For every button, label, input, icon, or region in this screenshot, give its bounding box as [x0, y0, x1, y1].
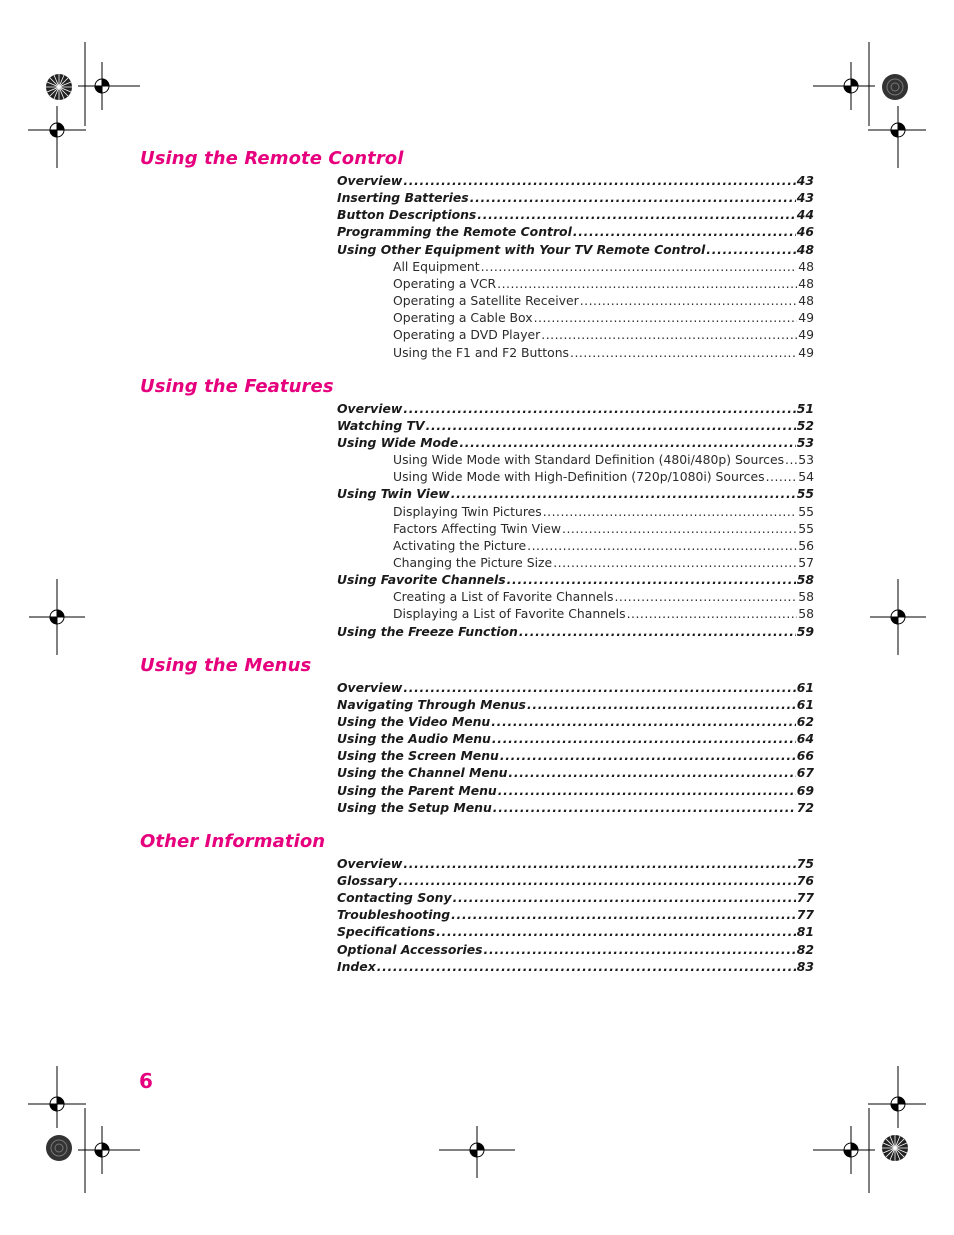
dot-leader	[498, 782, 796, 799]
toc-page-number: 49	[798, 345, 814, 360]
dot-leader	[573, 223, 796, 240]
dot-leader	[706, 241, 795, 258]
toc-entry-label: Using the Channel Menu	[337, 765, 508, 780]
dot-leader	[527, 537, 797, 554]
dot-leader	[534, 309, 798, 326]
toc-entry-label: Creating a List of Favorite Channels	[393, 589, 614, 604]
toc-page-number: 46	[796, 224, 814, 239]
toc-entry-label: Overview	[337, 856, 403, 871]
toc-page-number: 58	[798, 606, 814, 621]
toc-entry[interactable]	[337, 223, 814, 240]
toc-page-number: 51	[796, 401, 814, 416]
toc-entry[interactable]	[337, 855, 814, 872]
toc-page-number: 55	[798, 521, 814, 536]
toc-entry[interactable]	[337, 434, 814, 451]
toc-entry[interactable]	[337, 206, 814, 223]
toc-page-number: 48	[796, 242, 814, 257]
toc-entry[interactable]	[337, 571, 814, 588]
dot-leader	[484, 941, 796, 958]
toc-entry[interactable]	[337, 623, 814, 640]
toc-entry[interactable]	[337, 696, 814, 713]
dot-leader	[580, 292, 798, 309]
toc-entry-label: Overview	[337, 173, 403, 188]
toc-page-number: 75	[796, 856, 814, 871]
dot-leader	[497, 275, 797, 292]
toc-entry-label: Glossary	[337, 873, 398, 888]
toc-subentry[interactable]	[393, 537, 814, 554]
dot-leader	[541, 326, 797, 343]
toc-page-number: 67	[796, 765, 814, 780]
toc-entry-label: Navigating Through Menus	[337, 697, 526, 712]
toc-entry-label: Operating a VCR	[393, 276, 497, 291]
toc-page-number: 48	[798, 276, 814, 291]
toc-entry-label: Changing the Picture Size	[393, 555, 553, 570]
dot-leader	[491, 713, 796, 730]
toc-page-number: 43	[796, 190, 814, 205]
dot-leader	[570, 344, 797, 361]
dot-leader	[627, 605, 798, 622]
toc-page-number: 44	[796, 207, 814, 222]
toc-page-number: 55	[796, 486, 814, 501]
section-title-menus: Using the Menus	[140, 655, 312, 676]
toc-entry-label: Using the Setup Menu	[337, 800, 492, 815]
toc-entry[interactable]	[337, 189, 814, 206]
toc-entry[interactable]	[337, 747, 814, 764]
toc-entry-label: Overview	[337, 680, 403, 695]
toc-entry-label: Operating a DVD Player	[393, 327, 541, 342]
dot-leader	[451, 906, 796, 923]
dot-leader	[507, 571, 796, 588]
toc-entry-label: Specifications	[337, 924, 436, 939]
toc-entry-label: Button Descriptions	[337, 207, 477, 222]
dot-leader	[436, 923, 796, 940]
toc-subentry[interactable]	[393, 309, 814, 326]
section-title-remote-control: Using the Remote Control	[140, 148, 404, 169]
toc-page-number: 81	[796, 924, 814, 939]
section-title-features: Using the Features	[140, 376, 334, 397]
toc-page-number: 43	[796, 173, 814, 188]
toc-entry-label: Using the Freeze Function	[337, 624, 518, 639]
dot-leader	[398, 872, 796, 889]
dot-leader	[500, 747, 796, 764]
toc-entry[interactable]	[337, 941, 814, 958]
dot-leader	[403, 679, 795, 696]
toc-entry-label: Watching TV	[337, 418, 425, 433]
toc-page-number: 57	[798, 555, 814, 570]
toc-entry-label: Activating the Picture	[393, 538, 527, 553]
toc-page-number: 77	[796, 890, 814, 905]
toc-page-number: 72	[796, 800, 814, 815]
toc-entry-label: Factors Affecting Twin View	[393, 521, 562, 536]
toc-page-number: 55	[798, 504, 814, 519]
toc-page-number: 52	[796, 418, 814, 433]
toc-entry-label: Using the Screen Menu	[337, 748, 499, 763]
toc-page-number: 49	[798, 327, 814, 342]
dot-leader	[562, 520, 797, 537]
toc-subentry[interactable]	[393, 451, 814, 468]
dot-leader	[492, 730, 796, 747]
toc-entry-label: Using the Parent Menu	[337, 783, 497, 798]
toc-page-number: 53	[796, 435, 814, 450]
toc-page-number: 82	[796, 942, 814, 957]
toc-entry[interactable]	[337, 713, 814, 730]
toc-subentry[interactable]	[393, 503, 814, 520]
toc-entry-label: Contacting Sony	[337, 890, 452, 905]
toc-entry-label: Using the Video Menu	[337, 714, 491, 729]
dot-leader	[493, 799, 796, 816]
dot-leader	[519, 623, 796, 640]
toc-subentry[interactable]	[393, 468, 814, 485]
toc-subentry[interactable]	[393, 605, 814, 622]
toc-page-number: 77	[796, 907, 814, 922]
toc-entry[interactable]	[337, 485, 814, 502]
toc-entry-label: Overview	[337, 401, 403, 416]
toc-page-number: 69	[796, 783, 814, 798]
toc-subentry[interactable]	[393, 258, 814, 275]
toc-entry-label: Optional Accessories	[337, 942, 483, 957]
dot-leader	[766, 468, 798, 485]
section-title-other-information: Other Information	[140, 831, 326, 852]
page-number: 6	[139, 1069, 153, 1093]
toc-subentry[interactable]	[393, 520, 814, 537]
dot-leader	[403, 855, 795, 872]
dot-leader	[785, 451, 797, 468]
toc-entry[interactable]	[337, 906, 814, 923]
dot-leader	[453, 889, 796, 906]
dot-leader	[451, 485, 796, 502]
dot-leader	[403, 172, 795, 189]
toc-page-number: 54	[798, 469, 814, 484]
toc-entry[interactable]	[337, 764, 814, 781]
toc-subentry[interactable]	[393, 554, 814, 571]
dot-leader	[426, 417, 796, 434]
toc-entry[interactable]	[337, 400, 814, 417]
toc-entry-label: Displaying Twin Pictures	[393, 504, 542, 519]
toc-entry-label: Using the F1 and F2 Buttons	[393, 345, 570, 360]
toc-entry-label: Troubleshooting	[337, 907, 451, 922]
toc-subentry[interactable]	[393, 588, 814, 605]
toc-page-number: 48	[798, 293, 814, 308]
toc-page-number: 56	[798, 538, 814, 553]
dot-leader	[553, 554, 797, 571]
dot-leader	[377, 958, 796, 975]
dot-leader	[470, 189, 796, 206]
toc-entry[interactable]	[337, 872, 814, 889]
toc-entry[interactable]	[337, 782, 814, 799]
toc-page-number: 58	[796, 572, 814, 587]
toc-page-number: 66	[796, 748, 814, 763]
dot-leader	[543, 503, 797, 520]
toc-entry-label: Inserting Batteries	[337, 190, 469, 205]
toc-page-number: 64	[796, 731, 814, 746]
toc-entry-label: Using Twin View	[337, 486, 450, 501]
toc-entry-label: Programming the Remote Control	[337, 224, 572, 239]
toc-entry[interactable]	[337, 923, 814, 940]
toc-subentry[interactable]	[393, 326, 814, 343]
toc-entry[interactable]	[337, 958, 814, 975]
toc-entry-label: Using Wide Mode	[337, 435, 459, 450]
toc-entry-label: Using the Audio Menu	[337, 731, 491, 746]
toc-entry-label: Index	[337, 959, 376, 974]
toc-entry[interactable]	[337, 799, 814, 816]
toc-entry[interactable]	[337, 730, 814, 747]
dot-leader	[481, 258, 798, 275]
dot-leader	[477, 206, 795, 223]
toc-page-number: 76	[796, 873, 814, 888]
toc-entry-label: Operating a Satellite Receiver	[393, 293, 579, 308]
toc-entry[interactable]	[337, 889, 814, 906]
toc-entry-label: Displaying a List of Favorite Channels	[393, 606, 626, 621]
toc-entry[interactable]	[337, 172, 814, 189]
toc-entry-label: Using Wide Mode with Standard Definition (480i/480p) Sources	[393, 452, 785, 467]
dot-leader	[508, 764, 795, 781]
dot-leader	[403, 400, 795, 417]
toc-entry[interactable]	[337, 679, 814, 696]
toc-entry-label: Using Wide Mode with High-Definition (720p/1080i) Sources	[393, 469, 765, 484]
toc-page-number: 83	[796, 959, 814, 974]
toc-entry[interactable]	[337, 241, 814, 258]
dot-leader	[527, 696, 796, 713]
toc-page-number: 62	[796, 714, 814, 729]
toc-page-number: 53	[798, 452, 814, 467]
toc-entry-label: Operating a Cable Box	[393, 310, 533, 325]
toc-page-number: 48	[798, 259, 814, 274]
dot-leader	[614, 588, 797, 605]
toc-page-number: 58	[798, 589, 814, 604]
toc-entry-label: Using Favorite Channels	[337, 572, 506, 587]
toc-subentry[interactable]	[393, 344, 814, 361]
toc-subentry[interactable]	[393, 275, 814, 292]
toc-entry[interactable]	[337, 417, 814, 434]
toc-entry-label: Using Other Equipment with Your TV Remote Control	[337, 242, 706, 257]
dot-leader	[459, 434, 795, 451]
toc-entry-label: All Equipment	[393, 259, 480, 274]
toc-page-number: 49	[798, 310, 814, 325]
toc-page-number: 61	[796, 697, 814, 712]
toc-subentry[interactable]	[393, 292, 814, 309]
toc-page-number: 61	[796, 680, 814, 695]
toc-page-number: 59	[796, 624, 814, 639]
